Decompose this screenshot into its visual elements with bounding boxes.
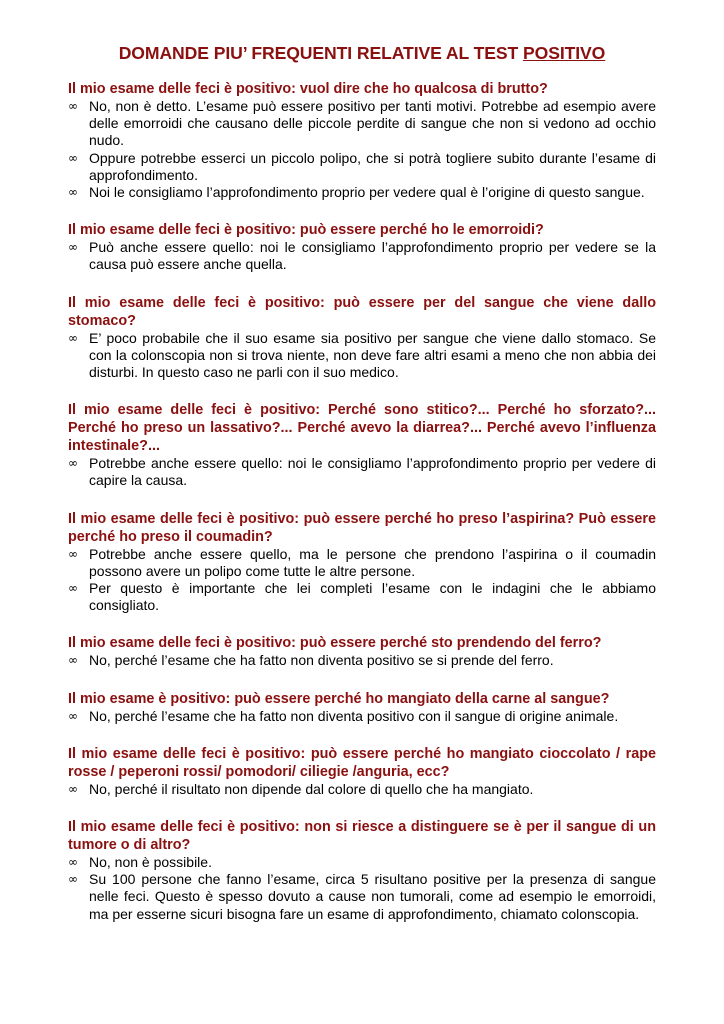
infinity-bullet-icon: ∞ <box>68 150 78 165</box>
faq-answer-item <box>68 854 656 871</box>
infinity-bullet-icon: ∞ <box>68 185 78 200</box>
infinity-bullet-icon: ∞ <box>68 330 78 345</box>
infinity-bullet-icon: ∞ <box>68 872 78 887</box>
infinity-bullet-icon: ∞ <box>68 653 78 668</box>
faq-answer-item <box>68 708 656 725</box>
faq-answer-text: Noi le consigliamo l’approfondimento proprio per vedere qual è l’origine di questo sangue. <box>89 184 645 201</box>
faq-question: Il mio esame delle feci è positivo: può essere perché ho preso l’aspirina? Può essere perché ho preso il coumadin? <box>68 510 656 545</box>
faq-question: Il mio esame delle feci è positivo: può essere perché sto prendendo del ferro? <box>68 635 602 652</box>
faq-answer-list <box>68 652 656 669</box>
faq-answer-text: Potrebbe anche essere quello: noi le consigliamo l’approfondimento proprio per vedere di capire la causa. <box>89 455 656 489</box>
infinity-bullet-icon: ∞ <box>68 240 78 255</box>
faq-answer-item <box>68 580 656 614</box>
faq-section <box>68 401 656 489</box>
infinity-bullet-icon: ∞ <box>68 456 78 471</box>
faq-answer-item <box>68 239 656 273</box>
faq-section <box>68 634 656 669</box>
faq-question: Il mio esame delle feci è positivo: può essere perché ho mangiato cioccolato / rape rosse / peperoni rossi/ pomodori/ ciliegie /anguria, ecc? <box>68 745 656 780</box>
faq-answer-text: No, non è detto. L’esame può essere positivo per tanti motivi. Potrebbe ad esempio avere delle emorroidi che causano delle piccole perdite di sangue che non si vedono ad occhio nudo. <box>89 98 656 149</box>
faq-question: Il mio esame delle feci è positivo: non si riesce a distinguere se è per il sangue di un tumore o di altro? <box>68 819 656 854</box>
faq-question: Il mio esame delle feci è positivo: Perché sono stitico?... Perché ho sforzato?... Perché ho preso un lassativo?... Perché avevo la diarrea?... Perché avevo l’influenza intestinale?... <box>68 402 656 455</box>
faq-question: Il mio esame delle feci è positivo: vuol dire che ho qualcosa di brutto? <box>68 81 548 97</box>
faq-answer-item <box>68 652 656 669</box>
faq-answer-text: E’ poco probabile che il suo esame sia positivo per sangue che viene dallo stomaco. Se con la colonscopia non si trova niente, non deve fare altri esami a meno che non abbia dei disturbi. In questo caso ne parli con il suo medico. <box>89 329 656 381</box>
faq-section <box>68 690 656 725</box>
faq-answer-list <box>68 781 656 798</box>
faq-answer-item <box>68 781 656 798</box>
faq-section <box>68 745 656 798</box>
faq-answer-item <box>68 871 656 923</box>
faq-answer-item <box>68 150 656 184</box>
faq-question: Il mio esame delle feci è positivo: può essere per del sangue che viene dallo stomaco? <box>68 294 656 329</box>
title-main: DOMANDE PIU’ FREQUENTI RELATIVE AL TEST <box>118 43 523 63</box>
faq-answer-list <box>68 546 656 615</box>
page-title <box>68 42 656 64</box>
faq-section <box>68 818 656 923</box>
faq-answer-text: No, perché il risultato non dipende dal colore di quello che ha mangiato. <box>89 780 534 797</box>
faq-list <box>68 80 656 923</box>
faq-answer-text: Su 100 persone che fanno l’esame, circa 5 risultano positive per la presenza di sangue nelle feci. Questo è spesso dovuto a cause non tumorali, come ad esempio le emorroidi, ma per esserne sicuri bisogna fare un esame di approfondimento, chiamato colonscopia. <box>89 871 656 922</box>
faq-answer-list <box>68 330 656 382</box>
faq-answer-item <box>68 455 656 489</box>
faq-section <box>68 80 656 201</box>
faq-section <box>68 221 656 273</box>
faq-answer-item <box>68 98 656 150</box>
faq-answer-list <box>68 455 656 489</box>
faq-answer-text: Può anche essere quello: noi le consigliamo l’approfondimento proprio per vedere se la causa può essere anche quella. <box>89 239 656 273</box>
infinity-bullet-icon: ∞ <box>68 99 78 113</box>
infinity-bullet-icon: ∞ <box>68 855 78 870</box>
faq-answer-list <box>68 708 656 725</box>
faq-answer-item <box>68 546 656 580</box>
faq-answer-item <box>68 330 656 382</box>
title-underlined: POSITIVO <box>522 43 606 63</box>
faq-answer-item <box>68 184 656 201</box>
faq-section <box>68 294 656 382</box>
faq-section <box>68 510 656 615</box>
faq-answer-list <box>68 854 656 923</box>
infinity-bullet-icon: ∞ <box>68 708 78 723</box>
faq-answer-text: No, perché l’esame che ha fatto non diventa positivo con il sangue di origine animale. <box>89 707 619 724</box>
faq-answer-text: Per questo è importante che lei completi l’esame con le indagini che le abbiamo consigliato. <box>89 580 656 614</box>
faq-answer-list <box>68 239 656 273</box>
faq-answer-list <box>68 98 656 201</box>
faq-question: Il mio esame delle feci è positivo: può essere perché ho le emorroidi? <box>68 222 544 239</box>
infinity-bullet-icon: ∞ <box>68 781 78 796</box>
faq-question: Il mio esame è positivo: può essere perché ho mangiato della carne al sangue? <box>68 690 610 707</box>
faq-answer-text: No, non è possibile. <box>89 854 212 871</box>
infinity-bullet-icon: ∞ <box>68 581 78 596</box>
infinity-bullet-icon: ∞ <box>68 546 78 561</box>
faq-answer-text: No, perché l’esame che ha fatto non diventa positivo se si prende del ferro. <box>89 652 554 669</box>
faq-answer-text: Oppure potrebbe esserci un piccolo polipo, che si potrà togliere subito durante l’esame di approfondimento. <box>89 149 656 183</box>
faq-answer-text: Potrebbe anche essere quello, ma le persone che prendono l’aspirina o il coumadin possono avere un polipo come tutte le altre persone. <box>89 545 656 579</box>
